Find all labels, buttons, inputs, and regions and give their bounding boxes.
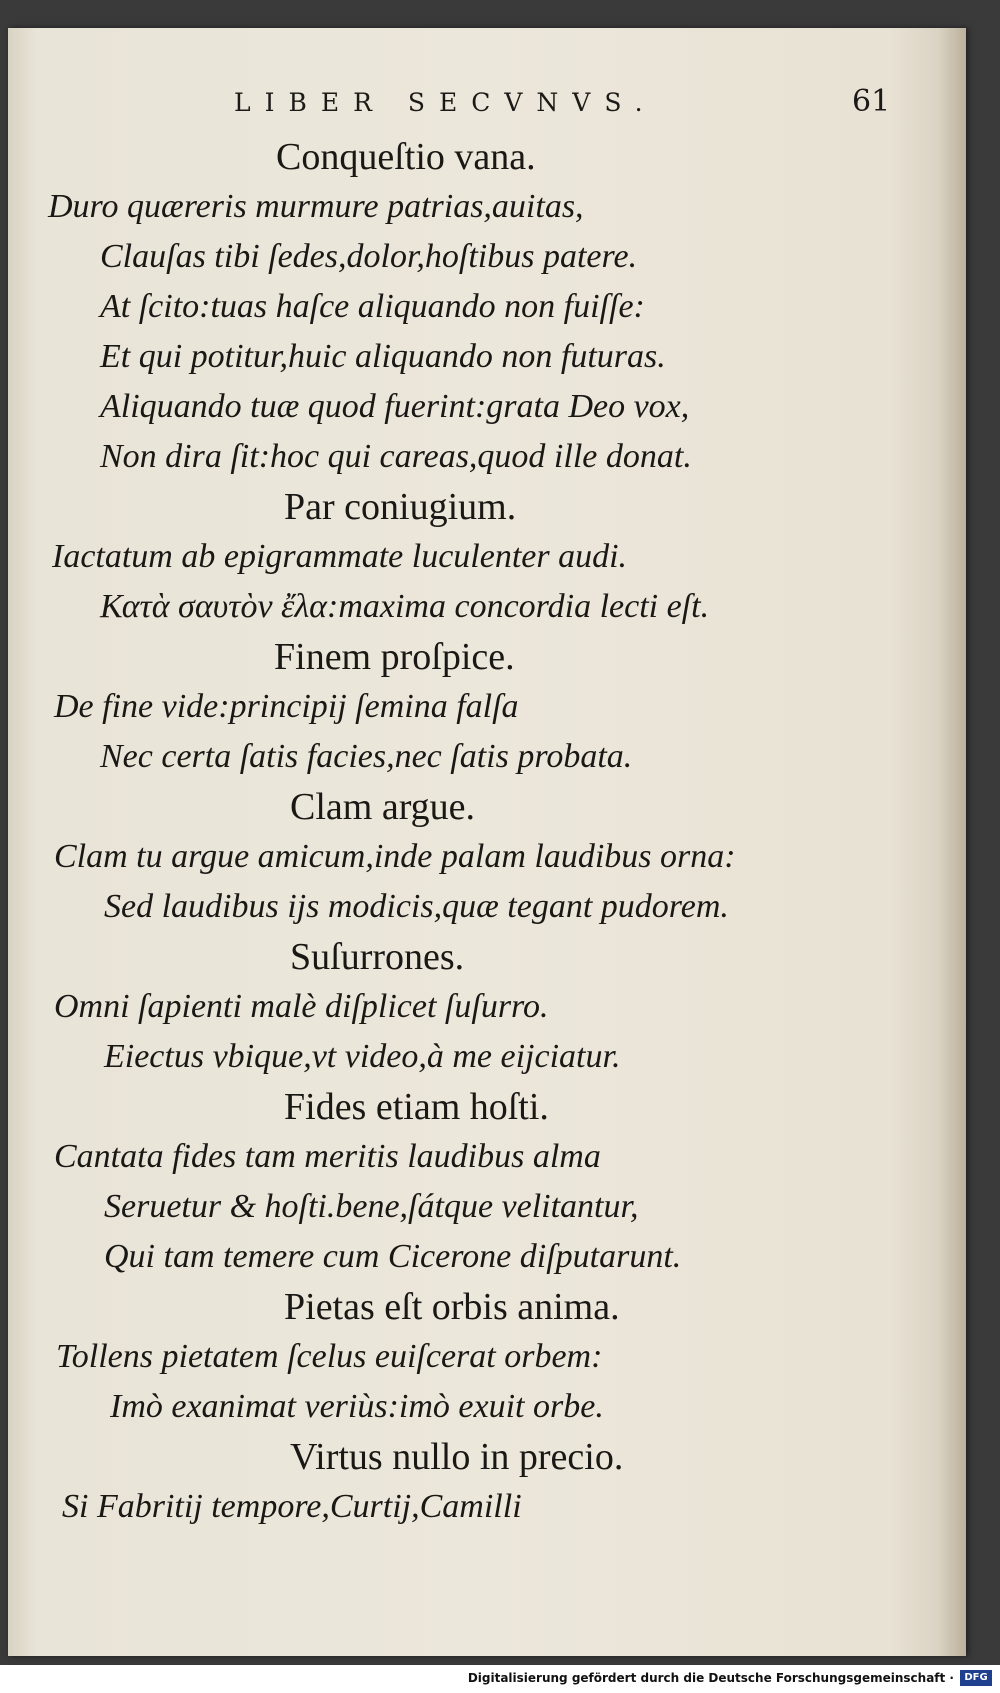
section-heading: Par coniugium. xyxy=(284,486,517,528)
verse-line: Qui tam temere cum Cicerone diſputarunt. xyxy=(104,1238,682,1275)
section-heading: Virtus nullo in precio. xyxy=(290,1436,624,1478)
verse-line: Seruetur & hoſti.bene,ſátque velitantur, xyxy=(104,1188,639,1225)
verse-line: Clam tu argue amicum,inde palam laudibus orna: xyxy=(54,838,736,875)
section-heading: Fides etiam hoſti. xyxy=(284,1086,549,1128)
verse-line: At ſcito:tuas haſce aliquando non fuiſſe: xyxy=(100,288,645,325)
page-number: 61 xyxy=(852,84,891,119)
running-head: LIBER SECVNVS. xyxy=(234,88,657,117)
funding-notice: Digitalisierung gefördert durch die Deutsche Forschungsgemeinschaft · xyxy=(467,1671,954,1685)
verse-line: Clauſas tibi ſedes,dolor,hoſtibus patere. xyxy=(100,238,638,275)
verse-line: Κατὰ σαυτὸν ἔλα:maxima concordia lecti eſt. xyxy=(100,588,710,625)
verse-line: Iactatum ab epigrammate luculenter audi. xyxy=(52,538,628,575)
section-heading: Clam argue. xyxy=(290,786,476,828)
text-block xyxy=(0,132,958,1532)
verse-line: Non dira ſit:hoc qui careas,quod ille donat. xyxy=(100,438,692,475)
dfg-logo: DFG xyxy=(960,1670,992,1686)
verse-line: Cantata fides tam meritis laudibus alma xyxy=(54,1138,601,1175)
verse-line: Et qui potitur,huic aliquando non futuras. xyxy=(100,338,666,375)
verse-line: Imò exanimat veriùs:imò exuit orbe. xyxy=(110,1388,604,1425)
section-heading: Pietas eſt orbis anima. xyxy=(284,1286,620,1328)
verse-line: Si Fabritij tempore,Curtij,Camilli xyxy=(62,1488,522,1525)
verse-line: Eiectus vbique,vt video,à me eijciatur. xyxy=(104,1038,621,1075)
verse-line: Aliquando tuæ quod fuerint:grata Deo vox, xyxy=(100,388,690,425)
verse-line: Sed laudibus ijs modicis,quæ tegant pudorem. xyxy=(104,888,729,925)
verse-line: Omni ſapienti malè diſplicet ſuſurro. xyxy=(54,988,549,1025)
verse-line: Nec certa ſatis facies,nec ſatis probata. xyxy=(100,738,633,775)
footer-bar xyxy=(0,1665,1000,1693)
section-heading: Suſurrones. xyxy=(290,936,465,978)
section-heading: Conqueſtio vana. xyxy=(276,136,536,178)
verse-line: Duro quæreris murmure patrias,auitas, xyxy=(48,188,584,225)
verse-line: Tollens pietatem ſcelus euiſcerat orbem: xyxy=(56,1338,603,1375)
verse-line: De fine vide:principij ſemina falſa xyxy=(54,688,519,725)
section-heading: Finem proſpice. xyxy=(274,636,515,678)
